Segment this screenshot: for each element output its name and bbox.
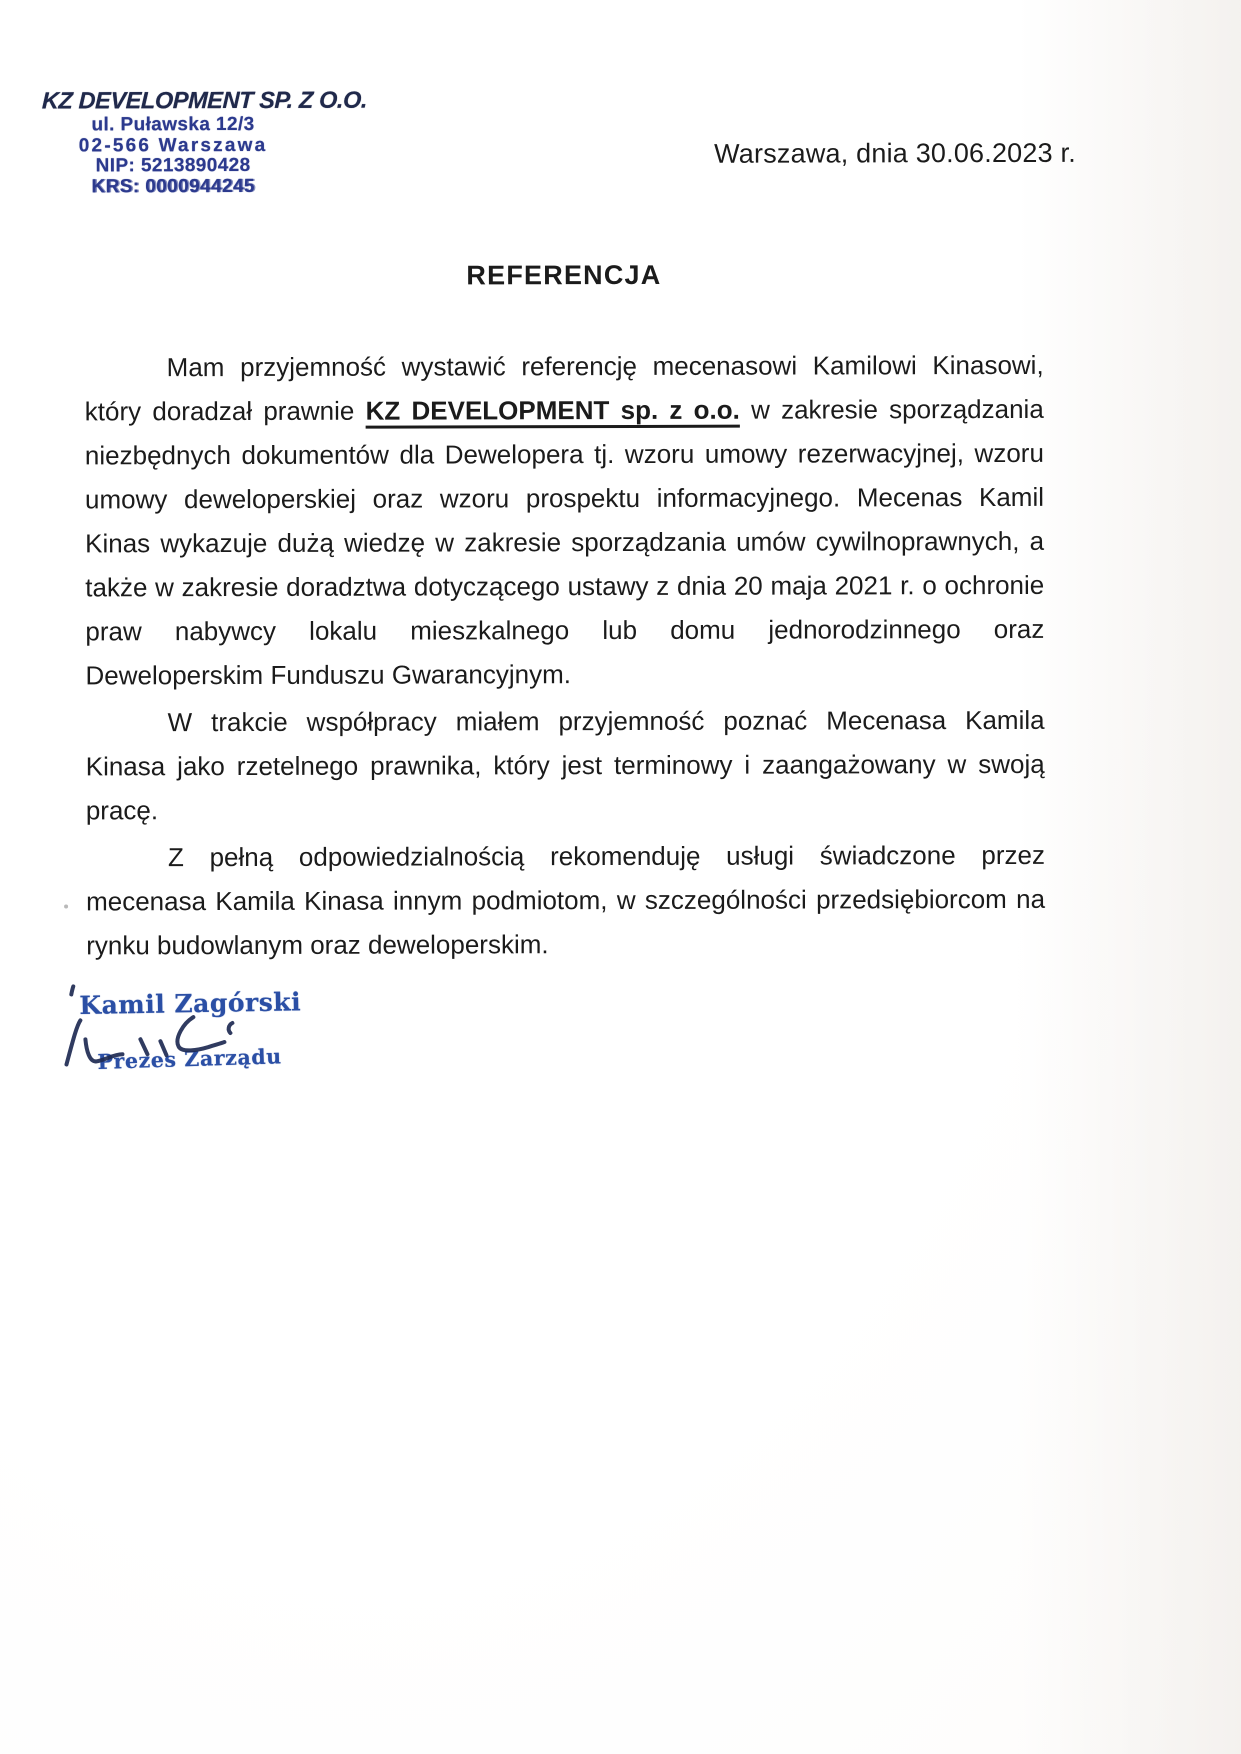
company-letterhead-stamp <box>41 86 368 198</box>
stamp-krs: KRS: 0000944245 <box>91 175 255 197</box>
paragraph-1-text-before: Mam przyjemność wystawić referencję mecenasowi Kamilowi Kinasowi, który doradzał prawnie <box>84 349 1044 427</box>
stamp-nip: NIP: 5213890428 <box>95 154 251 177</box>
paragraph-1 <box>85 343 1045 698</box>
stamp-company-name: KZ DEVELOPMENT SP. Z O.O. <box>41 86 368 114</box>
paragraph-2: W trakcie współpracy miałem przyjemność poznać Mecenasa Kamila Kinasa jako rzetelnego prawnika, który jest terminowy i zaangażowany w swoją pracę. <box>85 704 1045 826</box>
place-and-date: Warszawa, dnia 30.06.2023 r. <box>714 137 1076 169</box>
company-name-inline: KZ DEVELOPMENT sp. z o.o. <box>365 394 740 426</box>
stamp-address-street: ul. Puławska 12/3 <box>91 113 255 136</box>
paragraph-1-text-after: w zakresie sporządzania niezbędnych dokumentów dla Dewelopera tj. wzoru umowy rezerwacyjnej, wzoru umowy deweloperskiej oraz wzoru prospektu informacyjnego. Mecenas Kamil Kinas wykazuje dużą wiedzę w zakresie sporządzania umów cywilnoprawnych, a także w zakresie doradztwa dotyczącego ustawy z dnia 20 maja 2021 r. o ochronie praw nabywcy lokalu mieszkalnego lub domu jednorodzinnego oraz Deweloperskim Funduszu Gwarancyjnym. <box>84 393 1045 691</box>
letter-body <box>85 343 1046 968</box>
document-title: REFERENCJA <box>466 259 662 291</box>
paragraph-3: Z pełną odpowiedzialnością rekomenduję usługi świadczone przez mecenasa Kamila Kinasa innym podmiotom, w szczególności przedsiębiorcom na rynku budowlanym oraz deweloperskim. <box>86 839 1046 961</box>
handwritten-signature <box>50 976 250 1077</box>
stamp-address-city: 02-566 Warszawa <box>78 134 268 156</box>
signatory-role-stamp: Prezes Zarządu <box>97 1044 283 1074</box>
scan-speck <box>64 904 68 908</box>
signatory-name-stamp: Kamil Zagórski <box>79 987 302 1020</box>
